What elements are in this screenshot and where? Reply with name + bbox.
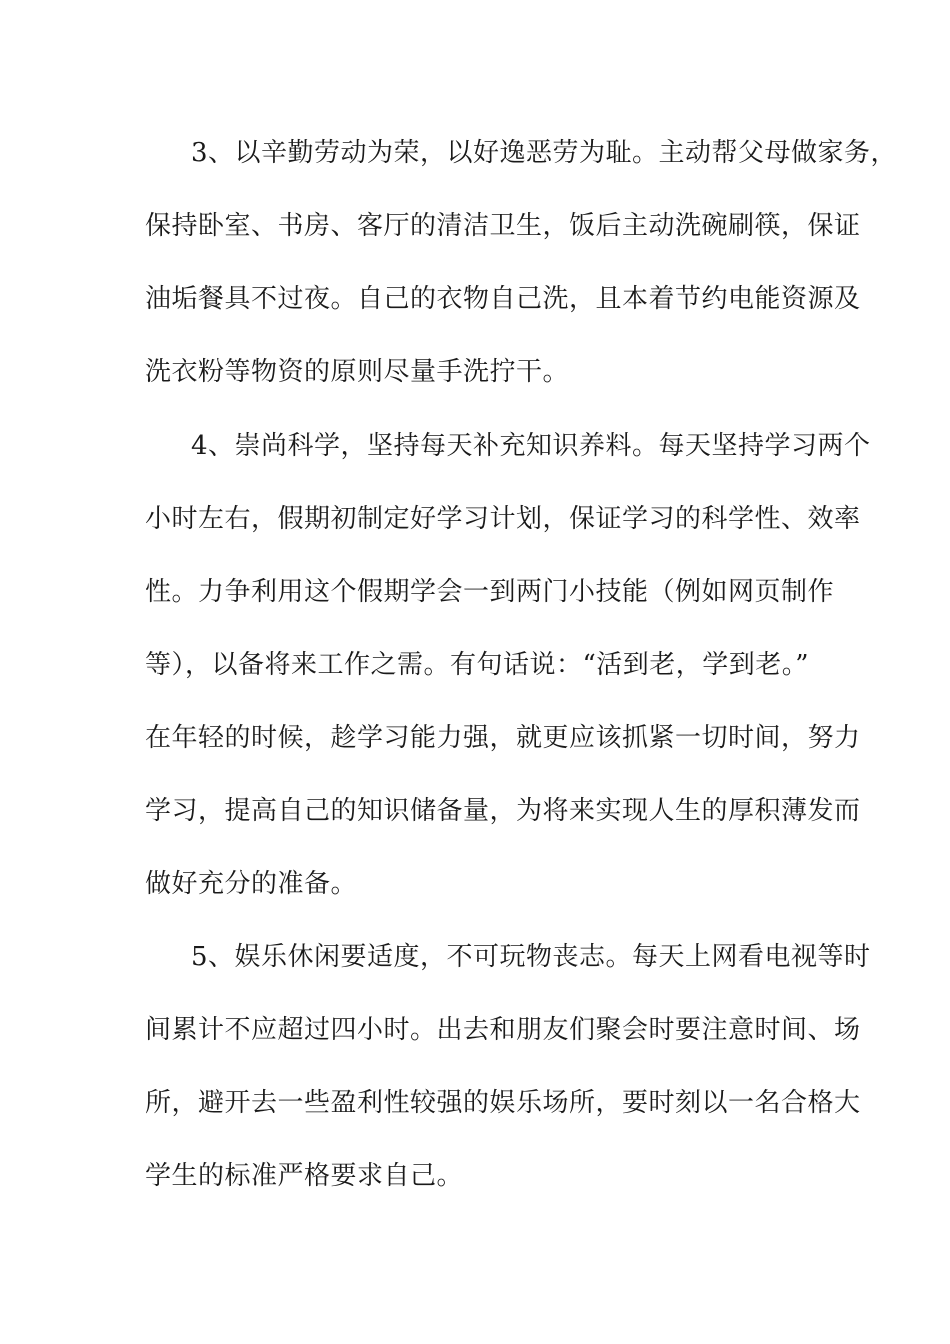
text-line: 做好充分的准备。	[145, 869, 358, 899]
text-line: 油垢餐具不过夜。自己的衣物自己洗，且本着节约电能资源及	[145, 284, 861, 314]
text-line: 保持卧室、书房、客厅的清洁卫生，饭后主动洗碗刷筷，保证	[145, 211, 861, 241]
text-line: 小时左右，假期初制定好学习计划，保证学习的科学性、效率	[145, 504, 861, 534]
text-line: 3、以辛勤劳动为荣，以好逸恶劳为耻。主动帮父母做家务，	[191, 138, 898, 168]
text-line: 洗衣粉等物资的原则尽量手洗拧干。	[145, 357, 570, 387]
text-line: 5、娱乐休闲要适度，不可玩物丧志。每天上网看电视等时	[191, 942, 871, 972]
text-line: 学生的标准严格要求自己。	[145, 1161, 464, 1191]
text-line: 等），以备将来工作之需。有句话说：“活到老，学到老。”	[145, 650, 810, 680]
text-line: 性。力争利用这个假期学会一到两门小技能（例如网页制作	[145, 577, 835, 607]
text-line: 间累计不应超过四小时。出去和朋友们聚会时要注意时间、场	[145, 1015, 861, 1045]
text-line: 学习，提高自己的知识储备量，为将来实现人生的厚积薄发而	[145, 796, 861, 826]
text-line: 4、崇尚科学，坚持每天补充知识养料。每天坚持学习两个	[191, 431, 871, 461]
text-line: 所，避开去一些盈利性较强的娱乐场所，要时刻以一名合格大	[145, 1088, 861, 1118]
text-line: 在年轻的时候，趁学习能力强，就更应该抓紧一切时间，努力	[145, 723, 861, 753]
